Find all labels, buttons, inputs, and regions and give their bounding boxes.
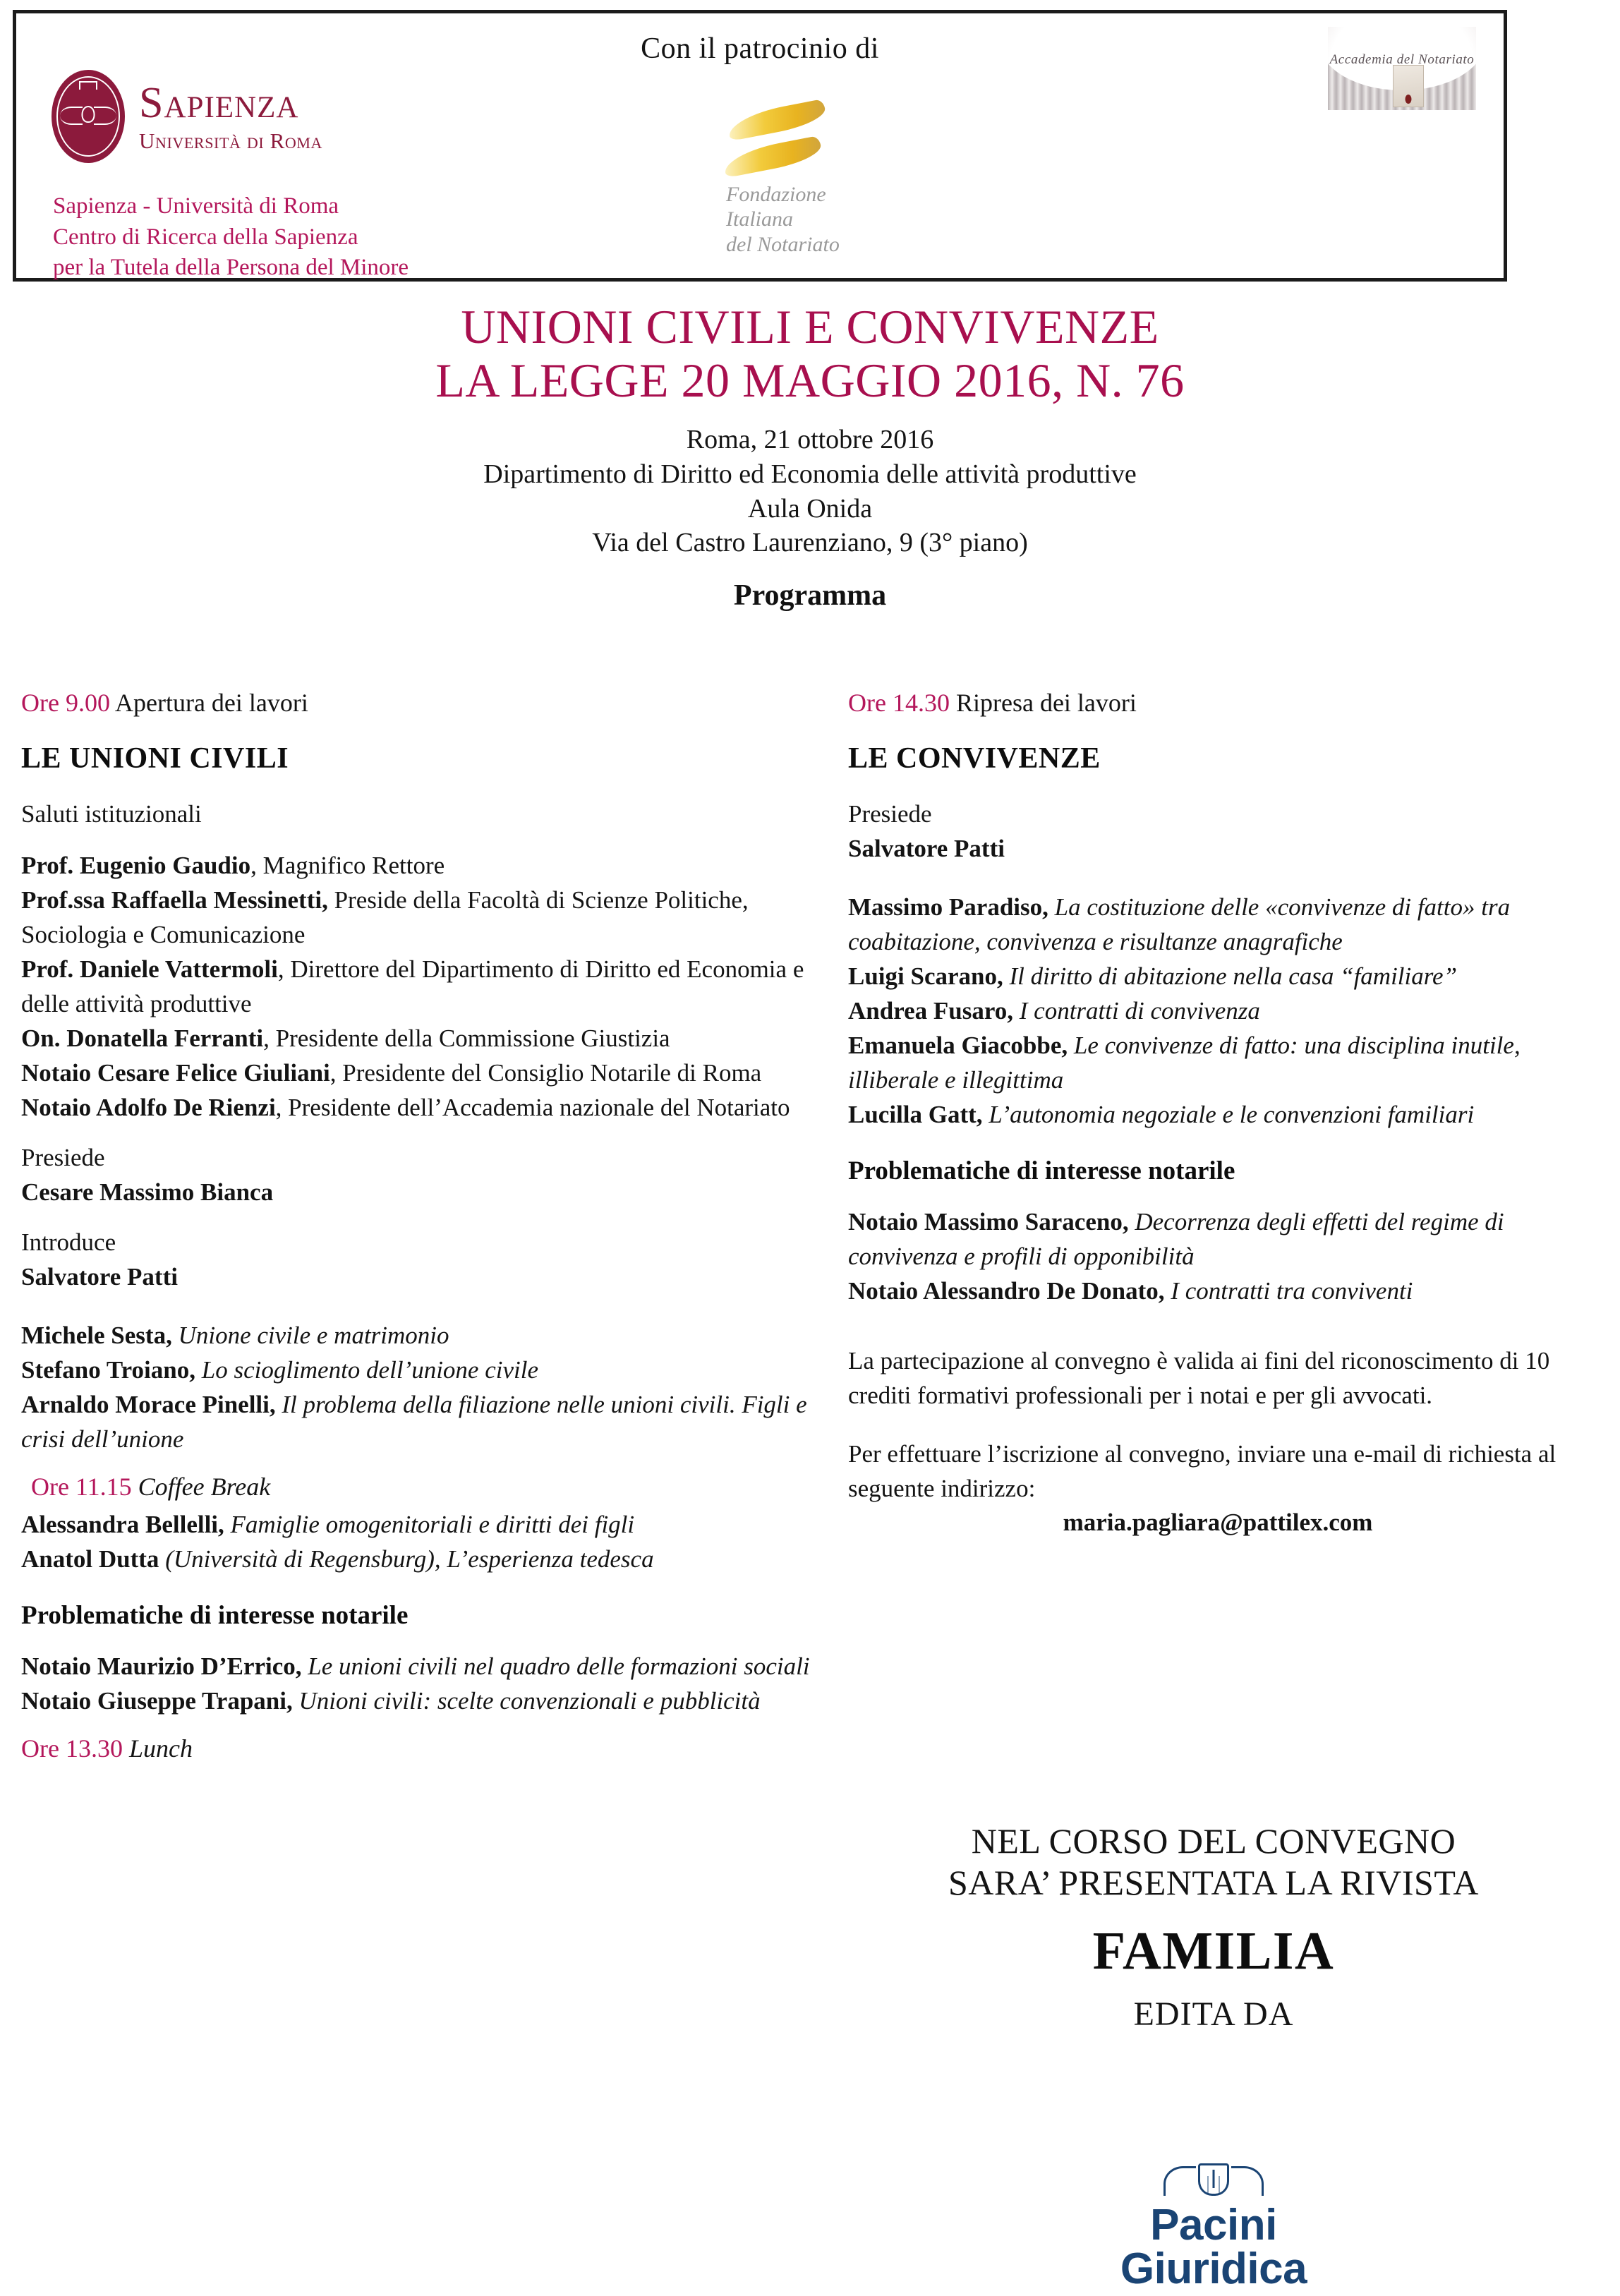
list-item	[21, 1507, 811, 1542]
afternoon-section-heading: LE CONVIVENZE	[848, 742, 1101, 775]
lunch-time	[21, 1734, 811, 1763]
talk-title: L’autonomia negoziale e le convenzioni familiari	[982, 1101, 1475, 1128]
speaker-name: Alessandra Bellelli,	[21, 1511, 224, 1538]
list-item	[848, 959, 1588, 993]
title-line-2: LA LEGGE 20 MAGGIO 2016, N. 76	[435, 354, 1185, 408]
page-title	[0, 300, 1620, 407]
list-item	[848, 1204, 1588, 1274]
talk-title: Unioni civili: scelte convenzionali e pubblicità	[292, 1687, 761, 1715]
afternoon-time-label: Ripresa dei lavori	[949, 689, 1137, 717]
speaker-name: Notaio Cesare Felice Giuliani	[21, 1059, 330, 1087]
coffee-break-time	[21, 1472, 811, 1502]
sapienza-logo-block	[52, 70, 390, 163]
morning-time-value: Ore 9.00	[21, 689, 110, 717]
talk-title: Le convivenze di fatto: una disciplina inutile, illiberale e illegittima	[848, 1032, 1521, 1094]
talk-title: I contratti tra conviventi	[1164, 1277, 1413, 1305]
presiede-name	[21, 1175, 811, 1209]
list-item	[21, 1021, 811, 1056]
talk-title: Le unioni civili nel quadro delle formazioni sociali	[301, 1652, 810, 1680]
speaker-name: Prof. Daniele Vattermoli	[21, 955, 278, 983]
speaker-name: Anatol Dutta	[21, 1545, 159, 1573]
list-item	[21, 848, 811, 883]
morning-section-heading: LE UNIONI CIVILI	[21, 742, 289, 775]
list-item	[21, 1353, 811, 1387]
presiede-label: Presiede	[21, 1144, 105, 1171]
speaker-name: Emanuela Giacobbe,	[848, 1032, 1068, 1059]
speaker-name: Notaio Maurizio D’Errico,	[21, 1652, 302, 1680]
speaker-name: Luigi Scarano,	[848, 962, 1003, 990]
familia-journal-title: FAMILIA	[1092, 1921, 1335, 1981]
venue-block	[0, 423, 1620, 560]
list-item	[848, 1028, 1588, 1097]
speaker-name: Notaio Giuseppe Trapani,	[21, 1687, 293, 1715]
speaker-name: Notaio Alessandro De Donato,	[848, 1277, 1165, 1305]
registration-note: Per effettuare l’iscrizione al convegno, inviare una e-mail di richiesta al seguente indirizzo:	[848, 1440, 1556, 1502]
introduce-name-text: Salvatore Patti	[21, 1263, 178, 1291]
list-item	[848, 1274, 1588, 1308]
speaker-name: Notaio Adolfo De Rienzi	[21, 1094, 276, 1121]
speaker-name: Lucilla Gatt,	[848, 1101, 983, 1128]
afternoon-notarile-heading: Problematiche di interesse notarile	[848, 1156, 1235, 1185]
title-block	[0, 300, 1620, 612]
fondazione-line-2: Italiana	[726, 207, 793, 231]
introduce-label: Introduce	[21, 1228, 116, 1256]
presiede-label: Presiede	[848, 800, 932, 828]
speaker-role: , Presidente della Commissione Giustizia	[263, 1025, 670, 1052]
list-item	[21, 1542, 811, 1576]
speaker-role: , Presidente dell’Accademia nazionale del Notariato	[275, 1094, 790, 1121]
talk-title: (Università di Regensburg), L’esperienza tedesca	[159, 1545, 654, 1573]
morning-start-time	[21, 688, 811, 718]
sapienza-logo-subtitle: Università di Roma	[139, 128, 323, 153]
sapienza-line-1: Sapienza - Università di Roma	[53, 193, 339, 219]
speaker-name: Prof. Eugenio Gaudio	[21, 852, 251, 879]
sapienza-logo-title: Sapienza	[139, 79, 299, 127]
introduce-name	[21, 1259, 811, 1294]
list-item	[21, 1318, 811, 1353]
list-item	[21, 1090, 811, 1125]
sponsor-header-box	[13, 10, 1507, 282]
speaker-name: Arnaldo Morace Pinelli,	[21, 1391, 276, 1418]
presiede-name-text: Cesare Massimo Bianca	[21, 1178, 274, 1206]
presiede-name	[848, 831, 1588, 866]
morning-notarile-heading: Problematiche di interesse notarile	[21, 1601, 409, 1630]
sapienza-line-2: Centro di Ricerca della Sapienza	[53, 224, 358, 250]
fondazione-line-3: del Notariato	[726, 232, 840, 256]
event-date: Roma, 21 ottobre 2016	[686, 425, 934, 455]
familia-line-2: SARA’ PRESENTATA LA RIVISTA	[948, 1863, 1480, 1902]
talk-title: Decorrenza degli effetti del regime di convivenza e profili di opponibilità	[848, 1208, 1504, 1270]
list-item	[21, 883, 811, 952]
speaker-role: , Magnifico Rettore	[250, 852, 445, 879]
event-department: Dipartimento di Diritto ed Economia delle attività produttive	[483, 459, 1137, 489]
fondazione-notariato-logo	[715, 105, 926, 257]
list-item	[848, 1097, 1588, 1132]
publisher-name-line-1: Pacini	[1150, 2201, 1277, 2249]
speaker-name: Michele Sesta,	[21, 1322, 172, 1349]
coffee-time-label: Coffee Break	[131, 1473, 271, 1501]
speaker-name: Stefano Troiano,	[21, 1356, 195, 1384]
afternoon-start-time	[848, 688, 1588, 718]
speaker-role: , Presidente del Consiglio Notarile di Roma	[330, 1059, 762, 1087]
list-item	[21, 1684, 811, 1718]
list-item	[21, 1056, 811, 1090]
list-item	[848, 890, 1588, 959]
talk-title: Il diritto di abitazione nella casa “familiare”	[1003, 962, 1458, 990]
speaker-name: Notaio Massimo Saraceno,	[848, 1208, 1129, 1235]
lunch-time-value: Ore 13.30	[21, 1734, 123, 1763]
lunch-time-label: Lunch	[122, 1734, 193, 1763]
programme-columns	[0, 688, 1620, 1769]
event-address: Via del Castro Laurenziano, 9 (3° piano)	[592, 528, 1028, 558]
fondazione-line-1: Fondazione	[726, 183, 826, 206]
list-item	[21, 1649, 811, 1684]
accademia-label: Accademia del Notariato	[1329, 52, 1475, 67]
sapienza-seal-icon	[52, 70, 125, 163]
speaker-name: Andrea Fusaro,	[848, 997, 1014, 1025]
coffee-time-value: Ore 11.15	[31, 1473, 132, 1501]
credits-note: La partecipazione al convegno è valida ai fini del riconoscimento di 10 crediti formativi professionali per i notai e per gli avvocati.	[848, 1347, 1550, 1409]
afternoon-time-value: Ore 14.30	[848, 689, 950, 717]
list-item	[21, 1387, 811, 1456]
talk-title: I contratti di convivenza	[1013, 997, 1260, 1025]
speaker-name: On. Donatella Ferranti	[21, 1025, 264, 1052]
familia-line-1: NEL CORSO DEL CONVEGNO	[971, 1821, 1456, 1861]
patrocinio-label: Con il patrocinio di	[641, 32, 879, 65]
list-item	[21, 952, 811, 1021]
registration-email[interactable]: maria.pagliara@pattilex.com	[1063, 1509, 1373, 1536]
pacini-giuridica-logo	[1058, 2161, 1369, 2291]
title-line-1: UNIONI CIVILI E CONVIVENZE	[461, 300, 1159, 354]
list-item	[848, 993, 1588, 1028]
talk-title: Unione civile e matrimonio	[171, 1322, 449, 1349]
presiede-name-text: Salvatore Patti	[848, 835, 1005, 862]
speaker-role: Preside della Facoltà di Scienze Politiche, Sociologia e Comunicazione	[21, 886, 749, 948]
sapienza-center-lines	[53, 191, 409, 284]
speaker-name: Massimo Paradiso,	[848, 893, 1048, 921]
morning-column	[21, 688, 811, 1769]
talk-title: Il problema della filiazione nelle unioni civili. Figli e crisi dell’unione	[21, 1391, 807, 1453]
event-room: Aula Onida	[747, 493, 873, 524]
familia-announcement	[833, 1820, 1595, 2034]
talk-title: Famiglie omogenitoriali e diritti dei figli	[224, 1511, 635, 1538]
saluti-label: Saluti istituzionali	[21, 800, 202, 828]
pacini-crest-icon	[1161, 2161, 1267, 2203]
fondazione-swoosh-icon	[715, 105, 926, 179]
talk-title: La costituzione delle «convivenze di fatto» tra coabitazione, convivenza e risultanze anagrafiche	[848, 893, 1511, 955]
programma-heading: Programma	[733, 579, 887, 612]
publisher-name-line-2: Giuridica	[1120, 2244, 1307, 2293]
familia-edita-label: EDITA DA	[1133, 1995, 1294, 2033]
morning-time-label: Apertura dei lavori	[109, 689, 308, 717]
sapienza-line-3: per la Tutela della Persona del Minore	[53, 255, 409, 281]
talk-title: Lo scioglimento dell’unione civile	[195, 1356, 538, 1384]
speaker-name: Prof.ssa Raffaella Messinetti,	[21, 886, 328, 914]
afternoon-column	[840, 688, 1588, 1769]
accademia-notariato-image	[1327, 26, 1477, 111]
speaker-role: , Direttore del Dipartimento di Diritto ed Economia e delle attività produttive	[21, 955, 804, 1017]
